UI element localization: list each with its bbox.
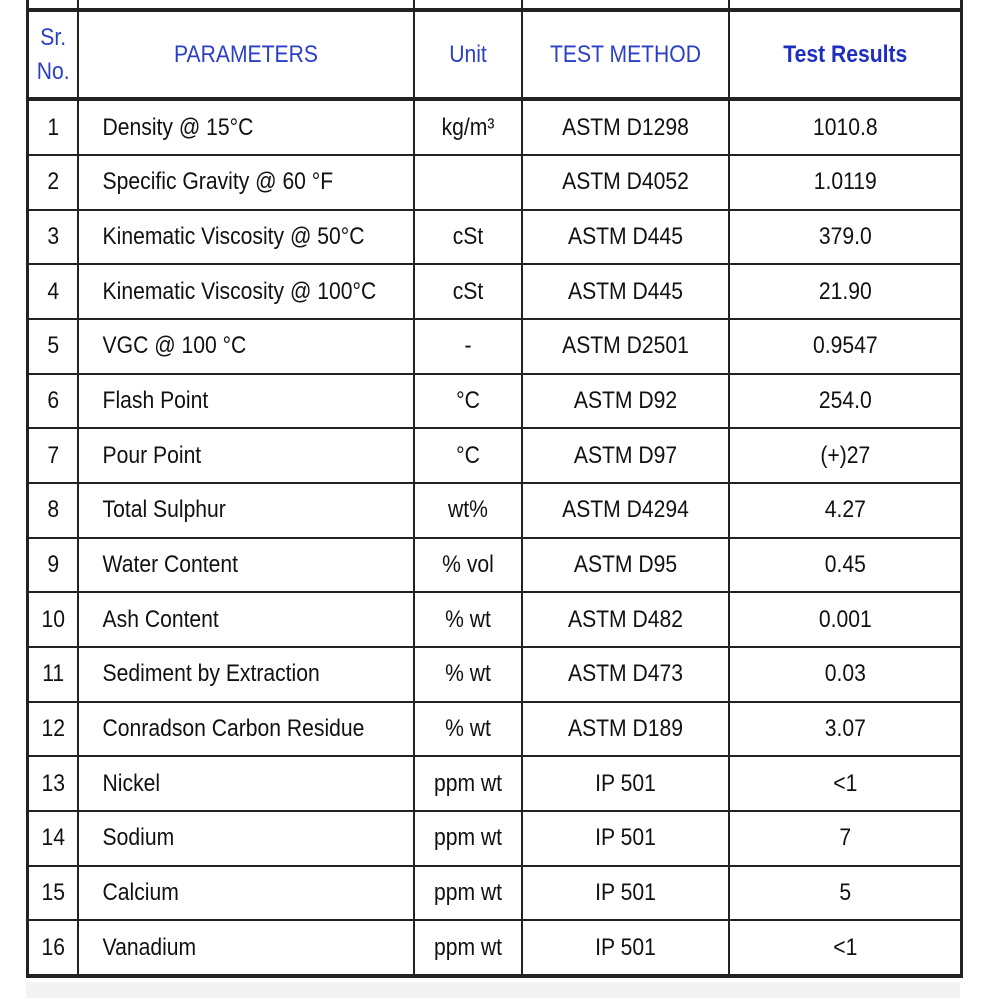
cell-test-method-text: ASTM D4052 (561, 168, 689, 196)
cell-unit-text: ppm wt (433, 933, 502, 961)
cell-test-result-text: 5 (838, 878, 851, 906)
cell-test-result-text: 0.9547 (812, 332, 878, 360)
cell-test-result (742, 483, 947, 538)
header-test-method: TEST METHOD (534, 10, 716, 99)
cell-test-method-text: ASTM D92 (573, 386, 677, 414)
table-row (28, 756, 962, 811)
cell-sr-no-text: 6 (46, 386, 59, 414)
cell-parameter-text: Sodium (102, 824, 174, 852)
cell-unit (420, 756, 515, 811)
cell-parameter (98, 319, 394, 374)
cell-test-method (534, 592, 716, 647)
header-test-results: Test Results (742, 10, 947, 99)
cell-sr-no (31, 99, 75, 155)
cell-test-result-text: <1 (832, 933, 857, 961)
cell-parameter (98, 264, 394, 319)
table-row (28, 647, 962, 702)
cell-test-method-text: ASTM D445 (567, 222, 683, 250)
cell-test-result-text: 4.27 (824, 496, 866, 524)
cell-unit (420, 155, 515, 210)
cell-parameter (98, 374, 394, 429)
cell-parameter-text: Conradson Carbon Residue (102, 714, 364, 742)
cell-sr-no (31, 155, 75, 210)
cell-test-method (534, 920, 716, 976)
cell-sr-no-text: 12 (40, 714, 65, 742)
cell-test-method (534, 210, 716, 265)
cell-test-result-text: 1.0119 (813, 168, 877, 196)
cell-test-method-text: ASTM D1298 (561, 113, 689, 141)
cell-sr-no-text: 1 (46, 113, 59, 141)
cell-sr-no (31, 920, 75, 976)
table-row (28, 264, 962, 319)
cell-parameter-text: Vanadium (102, 933, 196, 961)
cell-test-method-text: ASTM D2501 (561, 332, 689, 360)
cell-test-result (742, 319, 947, 374)
cell-sr-no (31, 483, 75, 538)
cell-parameter-text: Specific Gravity @ 60 °F (102, 168, 333, 196)
cell-sr-no-text: 9 (46, 550, 59, 578)
cell-unit (420, 538, 515, 593)
cell-sr-no (31, 264, 75, 319)
cell-unit-text: - (463, 332, 472, 360)
cell-test-result-text: <1 (832, 769, 857, 797)
cell-unit (420, 210, 515, 265)
cell-unit-text: ppm wt (433, 878, 502, 906)
cell-sr-no (31, 702, 75, 757)
cell-parameter (98, 428, 394, 483)
cell-parameter (98, 920, 394, 976)
header-parameters: PARAMETERS (98, 10, 394, 99)
cell-parameter (98, 592, 394, 647)
cell-unit-text: wt% (447, 496, 488, 524)
cell-unit-text: % wt (444, 714, 491, 742)
cell-unit (420, 647, 515, 702)
cell-sr-no (31, 428, 75, 483)
test-report-sheet (26, 0, 960, 978)
table-row (28, 866, 962, 921)
cell-test-result-text: 379.0 (818, 222, 872, 250)
cell-parameter (98, 155, 394, 210)
cell-unit (420, 264, 515, 319)
cell-sr-no-text: 10 (40, 605, 65, 633)
cell-parameter (98, 538, 394, 593)
cell-sr-no (31, 210, 75, 265)
cell-test-method-text: ASTM D482 (567, 605, 683, 633)
cell-test-method (534, 428, 716, 483)
cell-test-result-text: 0.001 (818, 605, 872, 633)
header-sr-no (31, 10, 75, 99)
cell-parameter (98, 483, 394, 538)
cell-unit (420, 866, 515, 921)
cell-test-result (742, 99, 947, 155)
cell-sr-no (31, 647, 75, 702)
header-sr-line1: Sr. (39, 23, 66, 51)
cell-parameter (98, 702, 394, 757)
cell-parameter-text: Calcium (102, 878, 179, 906)
cell-test-method (534, 538, 716, 593)
cell-unit-text: % wt (444, 660, 491, 688)
table-row (28, 99, 962, 155)
cell-sr-no (31, 866, 75, 921)
table-row (28, 811, 962, 866)
table-row (28, 374, 962, 429)
cell-sr-no-text: 5 (46, 332, 59, 360)
cell-parameter-text: Ash Content (102, 605, 219, 633)
cell-test-result (742, 866, 947, 921)
cell-sr-no (31, 592, 75, 647)
cell-sr-no-text: 13 (40, 769, 65, 797)
cell-test-method (534, 866, 716, 921)
cell-unit-text: % vol (441, 550, 494, 578)
cell-test-method-text: IP 501 (594, 933, 656, 961)
cell-test-result (742, 428, 947, 483)
cell-test-result (742, 538, 947, 593)
cell-test-result (742, 702, 947, 757)
table-row (28, 702, 962, 757)
cell-parameter-text: Kinematic Viscosity @ 50°C (102, 222, 364, 250)
header-sr-line2: No. (36, 57, 70, 85)
cell-sr-no-text: 8 (46, 496, 59, 524)
cell-test-result-text: 0.45 (824, 550, 866, 578)
cell-sr-no-text: 15 (40, 878, 65, 906)
cell-sr-no-text: 16 (40, 933, 65, 961)
header-unit: Unit (420, 10, 515, 99)
table-row (28, 155, 962, 210)
cell-test-method-text: ASTM D4294 (561, 496, 689, 524)
cell-parameter (98, 210, 394, 265)
cell-unit (420, 483, 515, 538)
cell-parameter-text: Sediment by Extraction (102, 660, 320, 688)
cell-parameter-text: Nickel (102, 769, 160, 797)
cell-sr-no (31, 756, 75, 811)
table-row (28, 428, 962, 483)
cell-parameter-text: Kinematic Viscosity @ 100°C (102, 277, 376, 305)
cell-test-method-text: ASTM D95 (573, 550, 677, 578)
table-row (28, 319, 962, 374)
cell-test-result-text: 21.90 (818, 277, 872, 305)
cell-test-result-text: 7 (838, 824, 851, 852)
cell-parameter-text: Pour Point (102, 441, 201, 469)
cell-unit-text: cSt (452, 277, 483, 305)
cell-parameter (98, 99, 394, 155)
cell-sr-no-text: 4 (46, 277, 59, 305)
cell-test-result-text: 1010.8 (812, 113, 878, 141)
table-row (28, 538, 962, 593)
cell-unit (420, 920, 515, 976)
cell-sr-no-text: 2 (46, 168, 59, 196)
cell-sr-no (31, 374, 75, 429)
cell-parameter-text: Total Sulphur (102, 496, 226, 524)
cell-test-method (534, 811, 716, 866)
cell-test-result-text: 0.03 (824, 660, 866, 688)
table-row (28, 592, 962, 647)
cell-parameter-text: VGC @ 100 °C (102, 332, 246, 360)
cell-sr-no-text: 7 (46, 441, 59, 469)
cell-test-result (742, 811, 947, 866)
cell-parameter (98, 647, 394, 702)
cell-sr-no-text: 11 (41, 660, 64, 688)
cell-unit (420, 702, 515, 757)
cell-test-method (534, 99, 716, 155)
specification-table (26, 0, 963, 978)
cell-unit (420, 428, 515, 483)
table-top-strip (28, 0, 962, 10)
cell-unit-text: ppm wt (433, 769, 502, 797)
cell-parameter (98, 756, 394, 811)
table-row (28, 483, 962, 538)
cell-test-method (534, 647, 716, 702)
cell-unit-text: kg/m³ (441, 113, 494, 141)
cell-sr-no (31, 319, 75, 374)
cell-parameter (98, 811, 394, 866)
table-header-row (28, 10, 962, 99)
cell-sr-no-text: 3 (46, 222, 59, 250)
cell-test-result-text: (+)27 (819, 441, 870, 469)
cell-sr-no-text: 14 (40, 824, 65, 852)
cell-unit-text: % wt (444, 605, 491, 633)
cell-test-result (742, 155, 947, 210)
cell-test-method (534, 319, 716, 374)
cell-sr-no (31, 538, 75, 593)
cell-unit (420, 99, 515, 155)
cell-sr-no (31, 811, 75, 866)
table-row (28, 210, 962, 265)
cell-test-result-text: 254.0 (818, 386, 872, 414)
cell-test-method (534, 756, 716, 811)
cell-test-result-text: 3.07 (824, 714, 866, 742)
cell-unit-text: °C (455, 441, 480, 469)
cell-test-result (742, 210, 947, 265)
cell-test-method (534, 483, 716, 538)
cell-test-result (742, 920, 947, 976)
cell-test-method-text: IP 501 (594, 769, 656, 797)
cell-test-method-text: IP 501 (594, 878, 656, 906)
cell-unit (420, 319, 515, 374)
cell-test-method (534, 155, 716, 210)
table-row (28, 920, 962, 976)
cell-unit (420, 811, 515, 866)
cell-test-method-text: ASTM D189 (567, 714, 683, 742)
cell-unit-text: cSt (452, 222, 483, 250)
page-bottom-margin (26, 982, 960, 998)
cell-unit (420, 374, 515, 429)
cell-test-method (534, 702, 716, 757)
cell-test-method (534, 374, 716, 429)
cell-parameter (98, 866, 394, 921)
cell-test-method-text: ASTM D445 (567, 277, 683, 305)
cell-test-result (742, 756, 947, 811)
cell-parameter-text: Flash Point (102, 386, 208, 414)
cell-parameter-text: Density @ 15°C (102, 113, 253, 141)
cell-test-result (742, 592, 947, 647)
cell-test-result (742, 264, 947, 319)
cell-test-result (742, 374, 947, 429)
cell-unit (420, 592, 515, 647)
cell-unit-text: ppm wt (433, 824, 502, 852)
cell-test-method-text: ASTM D97 (573, 441, 677, 469)
cell-test-method (534, 264, 716, 319)
cell-parameter-text: Water Content (102, 550, 238, 578)
cell-test-method-text: ASTM D473 (567, 660, 683, 688)
cell-unit-text: °C (455, 386, 480, 414)
cell-test-result (742, 647, 947, 702)
cell-test-method-text: IP 501 (594, 824, 656, 852)
